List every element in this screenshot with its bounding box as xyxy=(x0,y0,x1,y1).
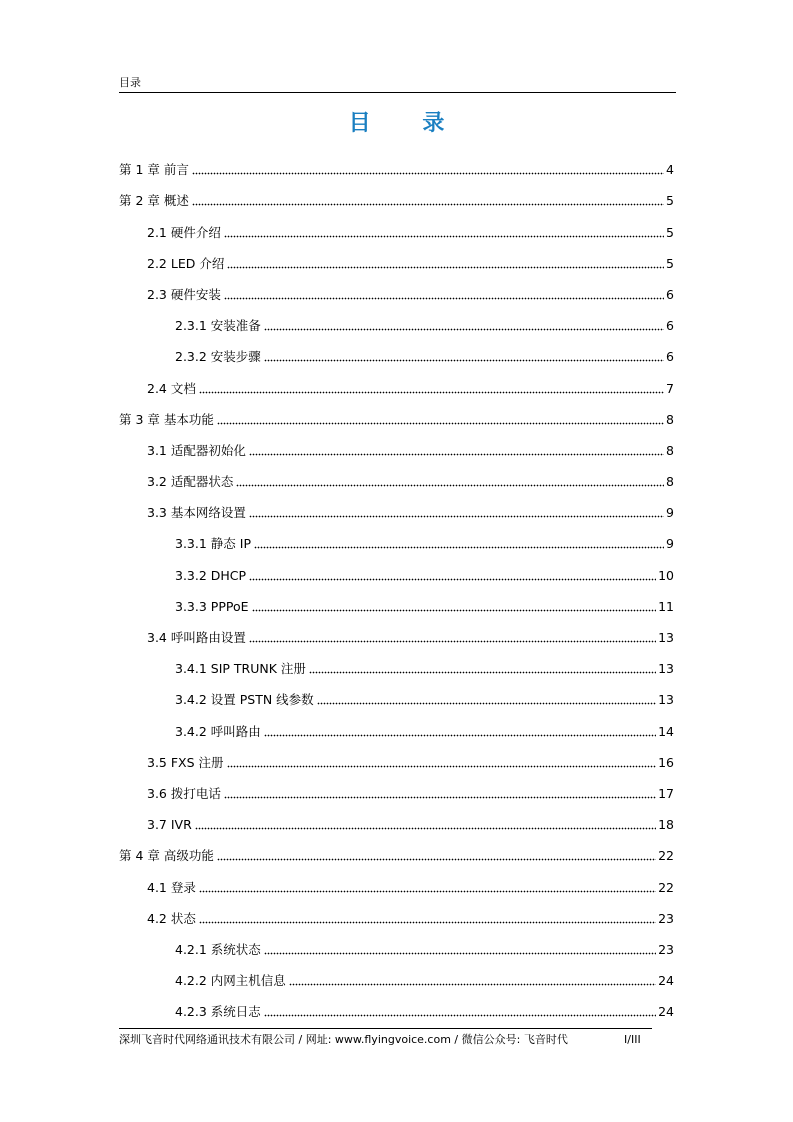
toc-entry[interactable] xyxy=(119,151,674,182)
toc-dot-leader xyxy=(309,670,656,674)
toc-entry-page: 22 xyxy=(658,879,674,895)
toc-entry[interactable] xyxy=(119,619,674,650)
toc-entry-label: 第 4 章 高级功能 xyxy=(119,848,214,864)
toc-entry-page: 6 xyxy=(666,349,674,365)
toc-dot-leader xyxy=(195,826,656,830)
toc-entry-label: 3.2 适配器状态 xyxy=(147,474,234,490)
toc-dot-leader xyxy=(227,764,657,768)
toc-dot-leader xyxy=(224,296,664,300)
toc-dot-leader xyxy=(249,577,656,581)
toc-entry-page: 4 xyxy=(666,162,674,178)
toc-title: 目 录 xyxy=(348,111,467,136)
toc-entry-label: 第 3 章 基本功能 xyxy=(119,411,214,427)
toc-dot-leader xyxy=(264,1013,656,1017)
toc-entry-page: 8 xyxy=(666,474,674,490)
toc-entry-label: 3.3.3 PPPoE xyxy=(175,598,249,614)
toc-entry[interactable] xyxy=(119,806,674,837)
toc-entry-page: 8 xyxy=(666,411,674,427)
toc-entry-label: 第 2 章 概述 xyxy=(119,193,189,209)
toc-dot-leader xyxy=(264,733,656,737)
toc-dot-leader xyxy=(199,390,664,394)
toc-dot-leader xyxy=(192,202,664,206)
toc-entry-label: 3.3 基本网络设置 xyxy=(147,505,246,521)
toc-entry-label: 4.2.3 系统日志 xyxy=(175,1004,261,1020)
toc-entry-label: 第 1 章 前言 xyxy=(119,162,189,178)
toc-entry-page: 13 xyxy=(658,692,674,708)
toc-entry[interactable] xyxy=(119,712,674,743)
toc-entry[interactable] xyxy=(119,993,674,1024)
toc-entry[interactable] xyxy=(119,338,674,369)
toc-entry-label: 2.4 文档 xyxy=(147,380,196,396)
toc-entry-label: 2.2 LED 介绍 xyxy=(147,255,225,271)
toc-entry-label: 3.4.2 呼叫路由 xyxy=(175,723,261,739)
toc-entry-page: 9 xyxy=(666,505,674,521)
toc-dot-leader xyxy=(252,608,657,612)
toc-entry-page: 17 xyxy=(658,785,674,801)
toc-entry-label: 3.5 FXS 注册 xyxy=(147,754,224,770)
toc-entry[interactable] xyxy=(119,931,674,962)
toc-dot-leader xyxy=(224,234,664,238)
toc-entry[interactable] xyxy=(119,962,674,993)
toc-entry-page: 6 xyxy=(666,318,674,334)
toc-entry-page: 14 xyxy=(658,723,674,739)
toc-entry-page: 23 xyxy=(658,910,674,926)
toc-entry-label: 3.4.2 设置 PSTN 线参数 xyxy=(175,692,314,708)
toc-entry-label: 2.3.2 安装步骤 xyxy=(175,349,261,365)
toc-entry[interactable] xyxy=(119,868,674,899)
toc-entry[interactable] xyxy=(119,369,674,400)
toc-entry-label: 3.4.1 SIP TRUNK 注册 xyxy=(175,661,306,677)
toc-entry[interactable] xyxy=(119,837,674,868)
toc-entry[interactable] xyxy=(119,900,674,931)
toc-dot-leader xyxy=(264,327,664,331)
toc-entry[interactable] xyxy=(119,650,674,681)
header-text: 目录 xyxy=(119,76,141,89)
toc-entry[interactable] xyxy=(119,213,674,244)
toc-entry-page: 24 xyxy=(658,1004,674,1020)
toc-entry-page: 6 xyxy=(666,286,674,302)
footer-page-number: I/III xyxy=(624,1033,641,1046)
toc-dot-leader xyxy=(236,483,664,487)
footer-text: 深圳飞音时代网络通讯技术有限公司 / 网址: www.flyingvoice.com / 微信公众号: 飞音时代 xyxy=(119,1033,568,1046)
toc-dot-leader xyxy=(199,920,656,924)
toc-entry-page: 5 xyxy=(666,224,674,240)
toc-entry-label: 4.2.1 系统状态 xyxy=(175,941,261,957)
toc-dot-leader xyxy=(249,639,656,643)
toc-dot-leader xyxy=(249,514,664,518)
toc-entry-page: 18 xyxy=(658,817,674,833)
toc-dot-leader xyxy=(264,951,656,955)
toc-entry[interactable] xyxy=(119,588,674,619)
toc-entry-page: 5 xyxy=(666,255,674,271)
toc-entry-page: 7 xyxy=(666,380,674,396)
toc-entry[interactable] xyxy=(119,494,674,525)
toc-entry-label: 2.1 硬件介绍 xyxy=(147,224,221,240)
toc-entry-label: 4.2.2 内网主机信息 xyxy=(175,973,286,989)
toc-entry-page: 8 xyxy=(666,442,674,458)
toc-entry[interactable] xyxy=(119,744,674,775)
toc-entry-label: 3.1 适配器初始化 xyxy=(147,442,246,458)
toc-entry-label: 4.2 状态 xyxy=(147,910,196,926)
toc-entry-label: 3.6 拨打电话 xyxy=(147,785,221,801)
toc-dot-leader xyxy=(227,265,664,269)
toc-entry-label: 2.3 硬件安装 xyxy=(147,286,221,302)
toc-entry[interactable] xyxy=(119,245,674,276)
toc-entry-label: 3.3.2 DHCP xyxy=(175,567,247,583)
toc-entry-page: 13 xyxy=(658,630,674,645)
toc-dot-leader xyxy=(217,857,656,861)
toc-entry-page: 16 xyxy=(658,754,674,770)
toc-entry-page: 24 xyxy=(658,973,674,989)
toc-entry[interactable] xyxy=(119,401,674,432)
toc-dot-leader xyxy=(254,545,664,549)
toc-entry[interactable] xyxy=(119,432,674,463)
toc-entry-page: 10 xyxy=(658,567,674,583)
page-footer xyxy=(119,1028,652,1046)
toc-entry[interactable] xyxy=(119,681,674,712)
toc-dot-leader xyxy=(289,982,656,986)
toc-entry-page: 23 xyxy=(658,941,674,957)
toc-entry-label: 4.1 登录 xyxy=(147,879,196,895)
toc-entry-page: 9 xyxy=(666,536,674,552)
toc-entry-label: 3.7 IVR xyxy=(147,817,192,833)
toc-entry[interactable] xyxy=(119,463,674,494)
toc-entry-page: 13 xyxy=(658,661,674,677)
toc-entry[interactable] xyxy=(119,182,674,213)
toc-entry-label: 3.4 呼叫路由设置 xyxy=(147,630,246,645)
toc-entry-page: 22 xyxy=(658,848,674,864)
toc-dot-leader xyxy=(249,452,664,456)
toc-dot-leader xyxy=(224,795,656,799)
page-header xyxy=(119,74,676,93)
toc-dot-leader xyxy=(264,358,664,362)
toc-entry[interactable] xyxy=(119,525,674,556)
toc-entry-label: 2.3.1 安装准备 xyxy=(175,318,261,334)
toc-entry-page: 5 xyxy=(666,193,674,209)
toc-dot-leader xyxy=(192,171,664,175)
toc-entry[interactable] xyxy=(119,775,674,806)
table-of-contents xyxy=(119,151,674,1024)
toc-dot-leader xyxy=(317,701,656,705)
toc-entry-page: 11 xyxy=(658,598,674,614)
toc-entry[interactable] xyxy=(119,307,674,338)
toc-dot-leader xyxy=(217,421,664,425)
toc-entry[interactable] xyxy=(119,276,674,307)
toc-entry[interactable] xyxy=(119,556,674,587)
toc-entry-label: 3.3.1 静态 IP xyxy=(175,536,251,552)
toc-dot-leader xyxy=(199,889,656,893)
